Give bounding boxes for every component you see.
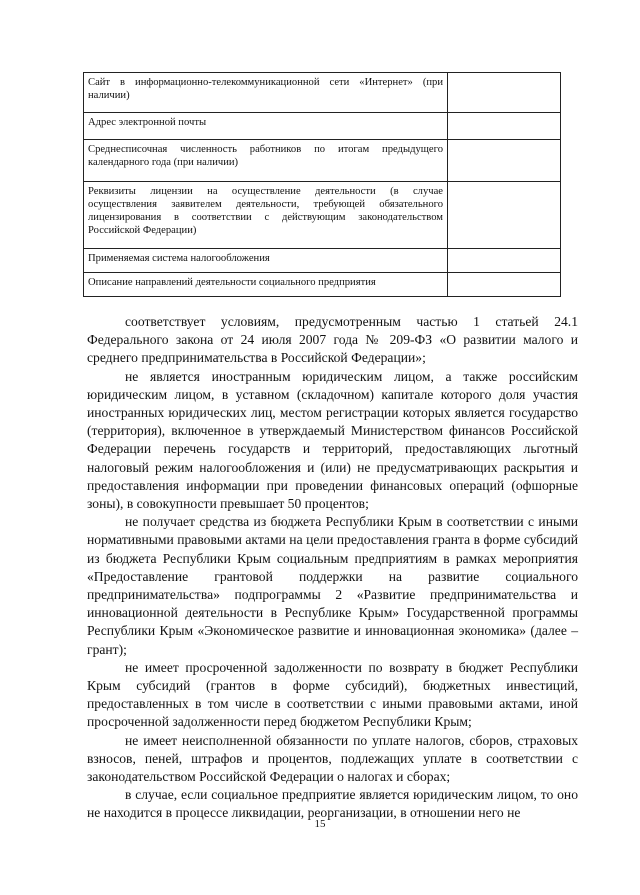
page-number: 15: [314, 818, 326, 830]
table-row-label: Адрес электронной почты: [84, 113, 448, 140]
body-paragraph: не имеет просроченной задолженности по возврату в бюджет Республики Крым субсидий (грантов в форме субсидий), бюджетных инвестиций, предоставленных в том числе в соответствии с иными правовыми актами, иной просроченной задолженности перед бюджетом Республики Крым;: [87, 659, 578, 730]
body-paragraph: не имеет неисполненной обязанности по уплате налогов, сборов, страховых взносов, пеней, штрафов и процентов, подлежащих уплате в соответствии с законодательством Российской Федерации о налогах и сборах;: [87, 732, 578, 785]
table-row-label: Среднесписочная численность работников по итогам предыдущего календарного года (при наличии): [84, 140, 448, 182]
table-row-value: [448, 182, 561, 249]
table-row: [84, 73, 561, 113]
table-row: [84, 273, 561, 297]
body-paragraph: в случае, если социальное предприятие является юридическим лицом, то оно не находится в процессе ликвидации, реорганизации, в отношении него не: [87, 787, 578, 821]
body-paragraph: соответствует условиям, предусмотренным частью 1 статьей 24.1 Федерального закона от 24 июля 2007 года № 209-ФЗ «О развитии малого и среднего предпринимательства в Российской Федерации»;: [87, 314, 578, 366]
table-row-label: Описание направлений деятельности социального предприятия: [84, 273, 448, 297]
applicant-info-table: [83, 72, 561, 297]
body-paragraph: не является иностранным юридическим лицом, а также российским юридическим лицом, в уставном (складочном) капитале которого доля участия иностранных юридических лиц, местом регистрации которых является государство (территория), включенное в утверждаемый Министерством финансов Российской Федерации перечень государств и территорий, предоставляющих льготный налоговый режим налогообложения и (или) не предусматривающих раскрытия и предоставления информации при проведении финансовых операций (офшорные зоны), в совокупности превышает 50 процентов;: [87, 368, 578, 512]
table-row-label: Применяемая система налогообложения: [84, 249, 448, 273]
table-row-value: [448, 140, 561, 182]
table-row: [84, 182, 561, 249]
body-paragraph: не получает средства из бюджета Республики Крым в соответствии с иными нормативными правовыми актами на цели предоставления гранта в форме субсидий из бюджета Республики Крым социальным предприятиям в рамках мероприятия «Предоставление грантовой поддержки на развитие социального предпринимательства» подпрограммы 2 «Развитие предпринимательства и инновационной деятельности в Республике Крым» Государственной программы Республики Крым «Экономическое развитие и инновационная экономика» (далее – грант);: [87, 514, 578, 657]
table-row-label: Сайт в информационно-телекоммуникационной сети «Интернет» (при наличии): [84, 73, 448, 113]
table-row: [84, 113, 561, 140]
table-row-label: Реквизиты лицензии на осуществление деятельности (в случае осуществления заявителем деятельности, требующей обязательного лицензирования в соответствии с действующим законодательством Российской Федерации): [84, 182, 448, 249]
table-row-value: [448, 249, 561, 273]
table-row: [84, 249, 561, 273]
table-row-value: [448, 113, 561, 140]
table-row: [84, 140, 561, 182]
body-text: [87, 313, 578, 823]
table-row-value: [448, 273, 561, 297]
table-row-value: [448, 73, 561, 113]
